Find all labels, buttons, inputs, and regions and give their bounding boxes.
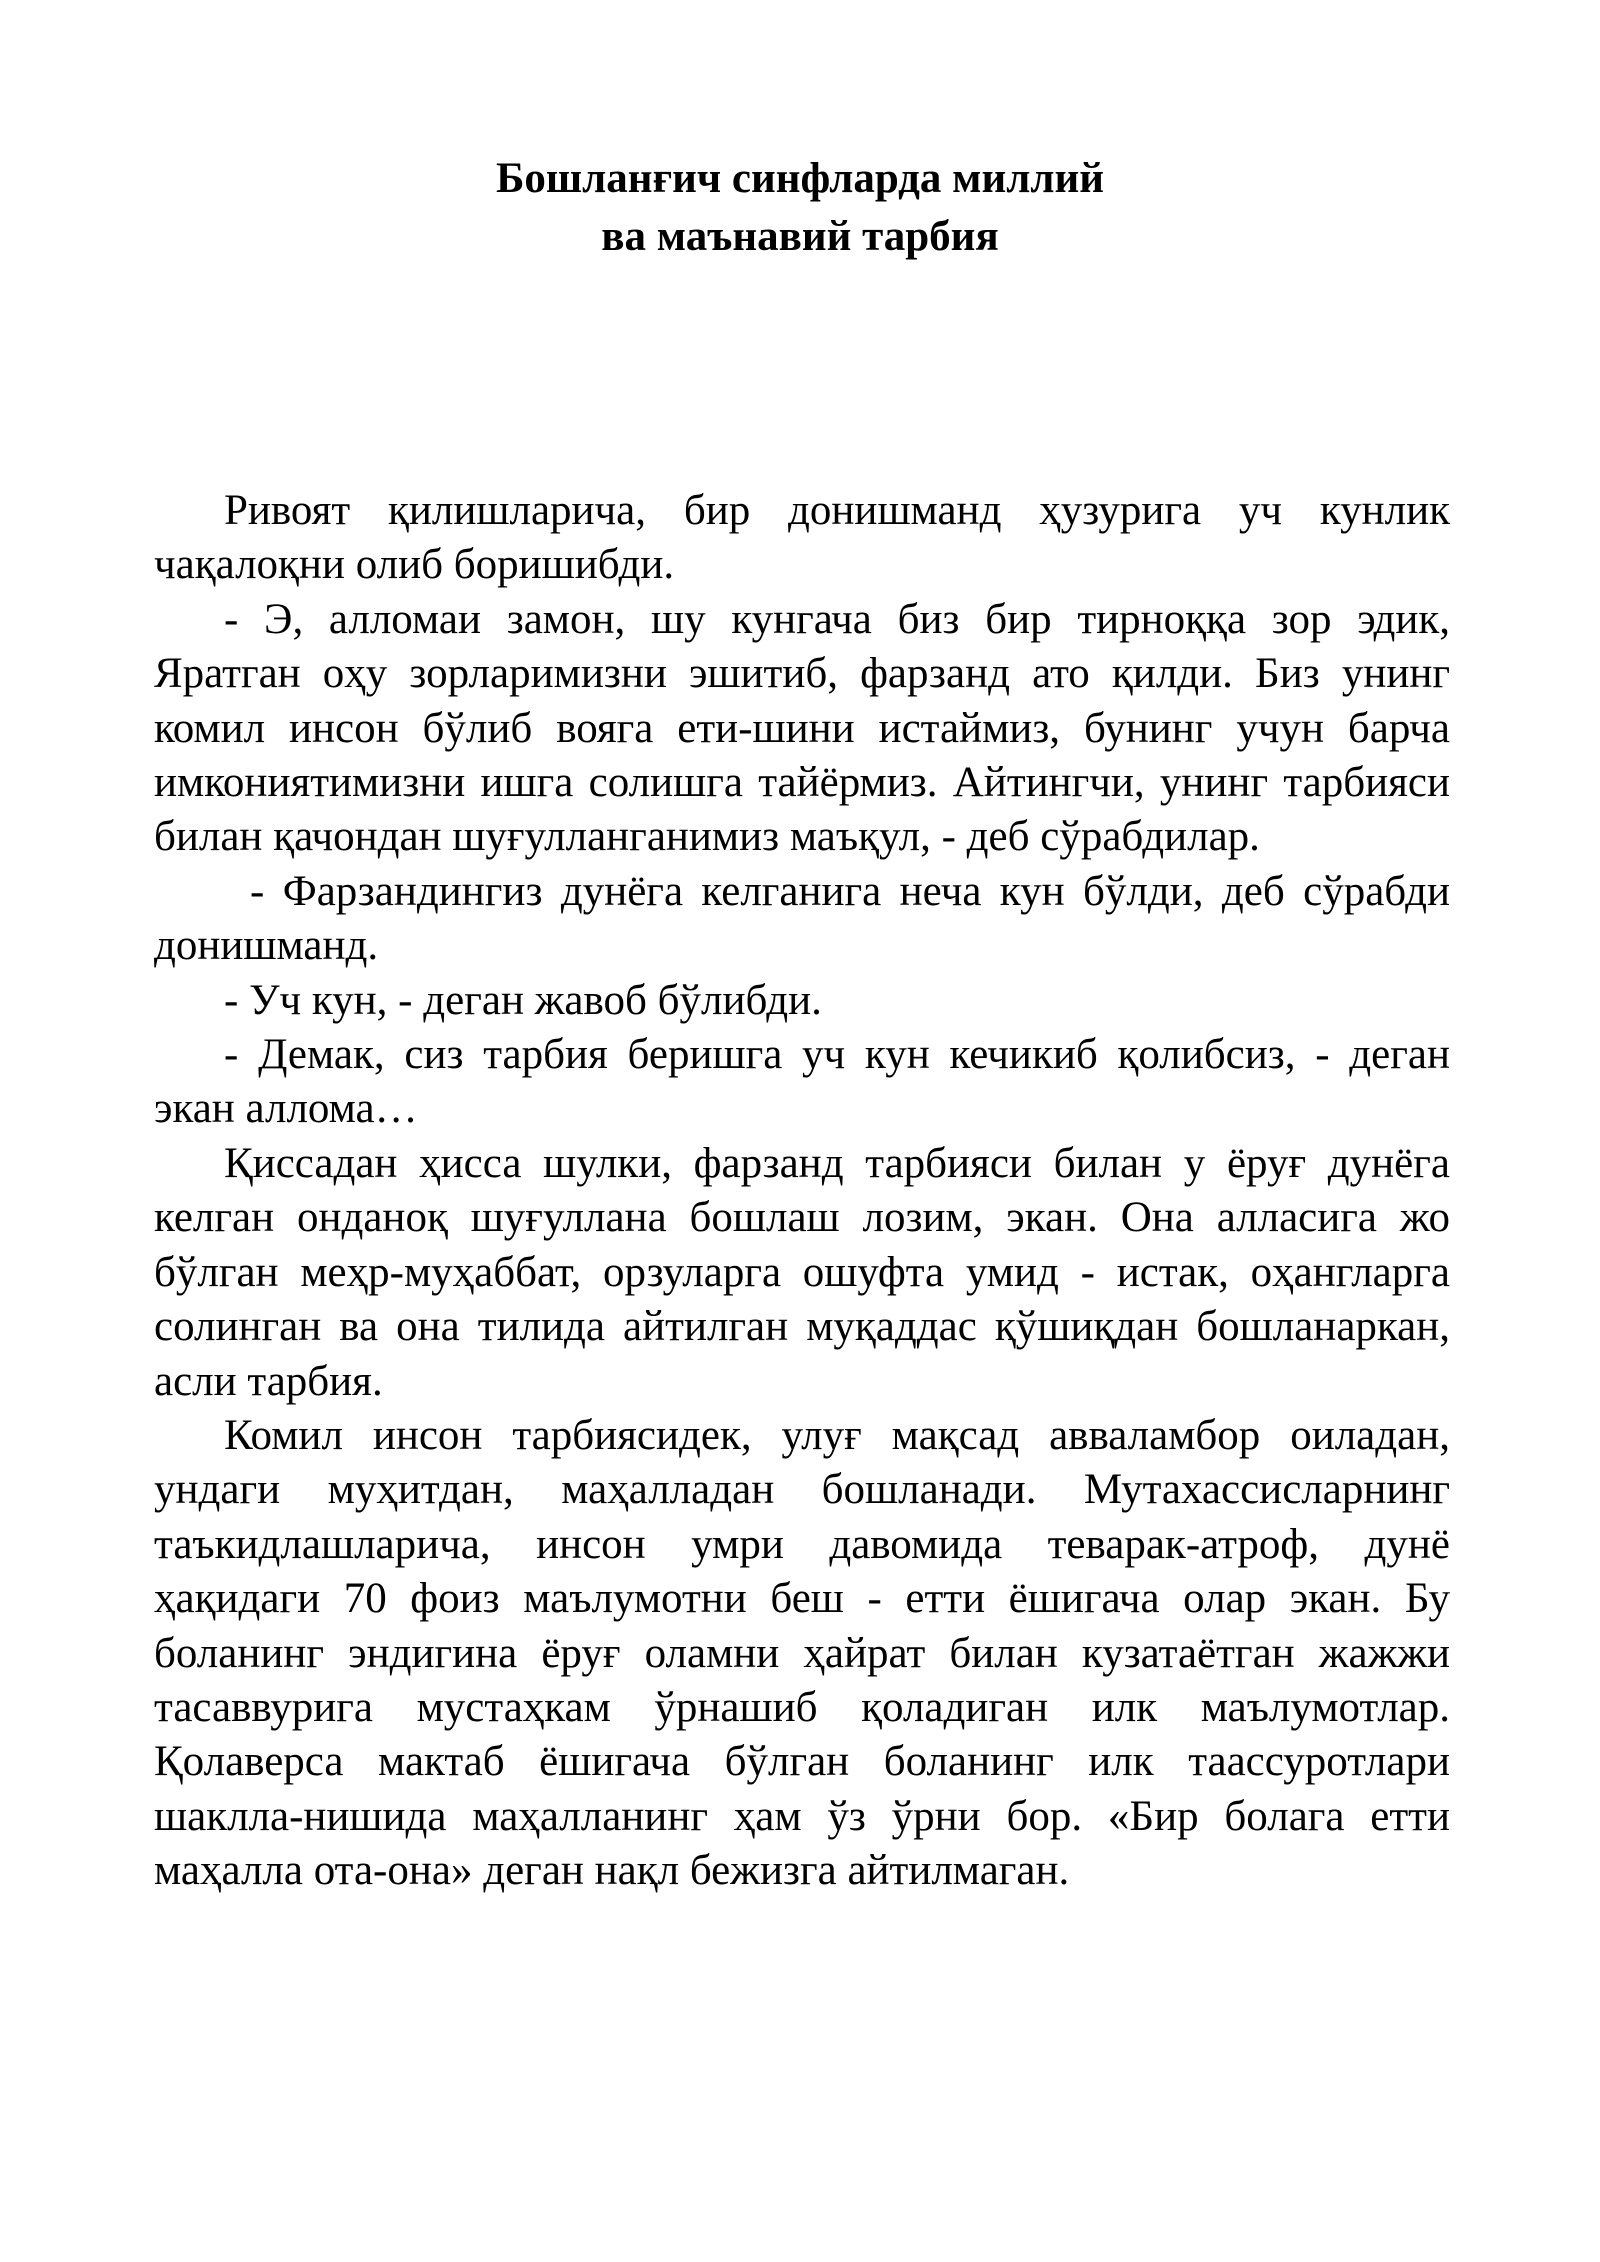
paragraph: Қиссадан ҳисса шулки, фарзанд тарбияси билан у ёруғ дунёга келган онданоқ шуғуллана бошлаш лозим, экан. Она алласига жо бўлган меҳр-муҳаббат, орзуларга ошуфта умид - истак, оҳангларга солинган ва она тилида айтилган муқаддас қўшиқдан бошланаркан, асли тарбия.: [154, 1139, 1450, 1405]
document-body: [154, 484, 1450, 1899]
paragraph: Комил инсон тарбиясидек, улуғ мақсад авваламбор оиладан, ундаги муҳитдан, маҳалладан бошланади. Мутахассисларнинг таъкидлашларича, инсон умри давомида теварак-атроф, дунё ҳақидаги 70 фоиз маълумотни беш - етти ёшигача олар экан. Бу боланинг эндигина ёруғ оламни ҳайрат билан кузатаётган жажжи тасаввурига мустаҳкам ўрнашиб қоладиган илк маълумотлар. Қолаверса мактаб ёшигача бўлган боланинг илк таассуротлари шаклла-нишида маҳалланинг ҳам ўз ўрни бор. «Бир болага етти маҳалла ота-она» деган нақл бежизга айтилмаган.: [154, 1411, 1450, 1895]
document-title: [0, 150, 1600, 266]
title-line: Бошланғич синфларда миллий: [495, 155, 1105, 202]
paragraph: Ривоят қилишларича, бир донишманд ҳузурига уч кунлик чақалоқни олиб боришибди.: [154, 487, 1450, 589]
paragraph: - Фарзандингиз дунёга келганига неча кун бўлди, деб сўрабди донишманд.: [154, 867, 1450, 970]
paragraph: - Э, алломаи замон, шу кунгача биз бир тирноққа зор эдик, Яратган оҳу зорларимизни эшитиб, фарзанд ато қилди. Биз унинг комил инсон бўлиб вояга ети-шини истаймиз, бунинг учун барча имкониятимизни ишга солишга тайёрмиз. Айтингчи, унинг тарбияси билан қачондан шуғулланганимиз маъқул, - деб сўрабдилар.: [154, 595, 1450, 861]
paragraph: - Уч кун, - деган жавоб бўлибди.: [224, 976, 822, 1024]
title-line: ва маънавий тарбия: [601, 213, 999, 260]
paragraph: - Демак, сиз тарбия беришга уч кун кечикиб қолибсиз, - деган экан аллома…: [154, 1031, 1450, 1133]
